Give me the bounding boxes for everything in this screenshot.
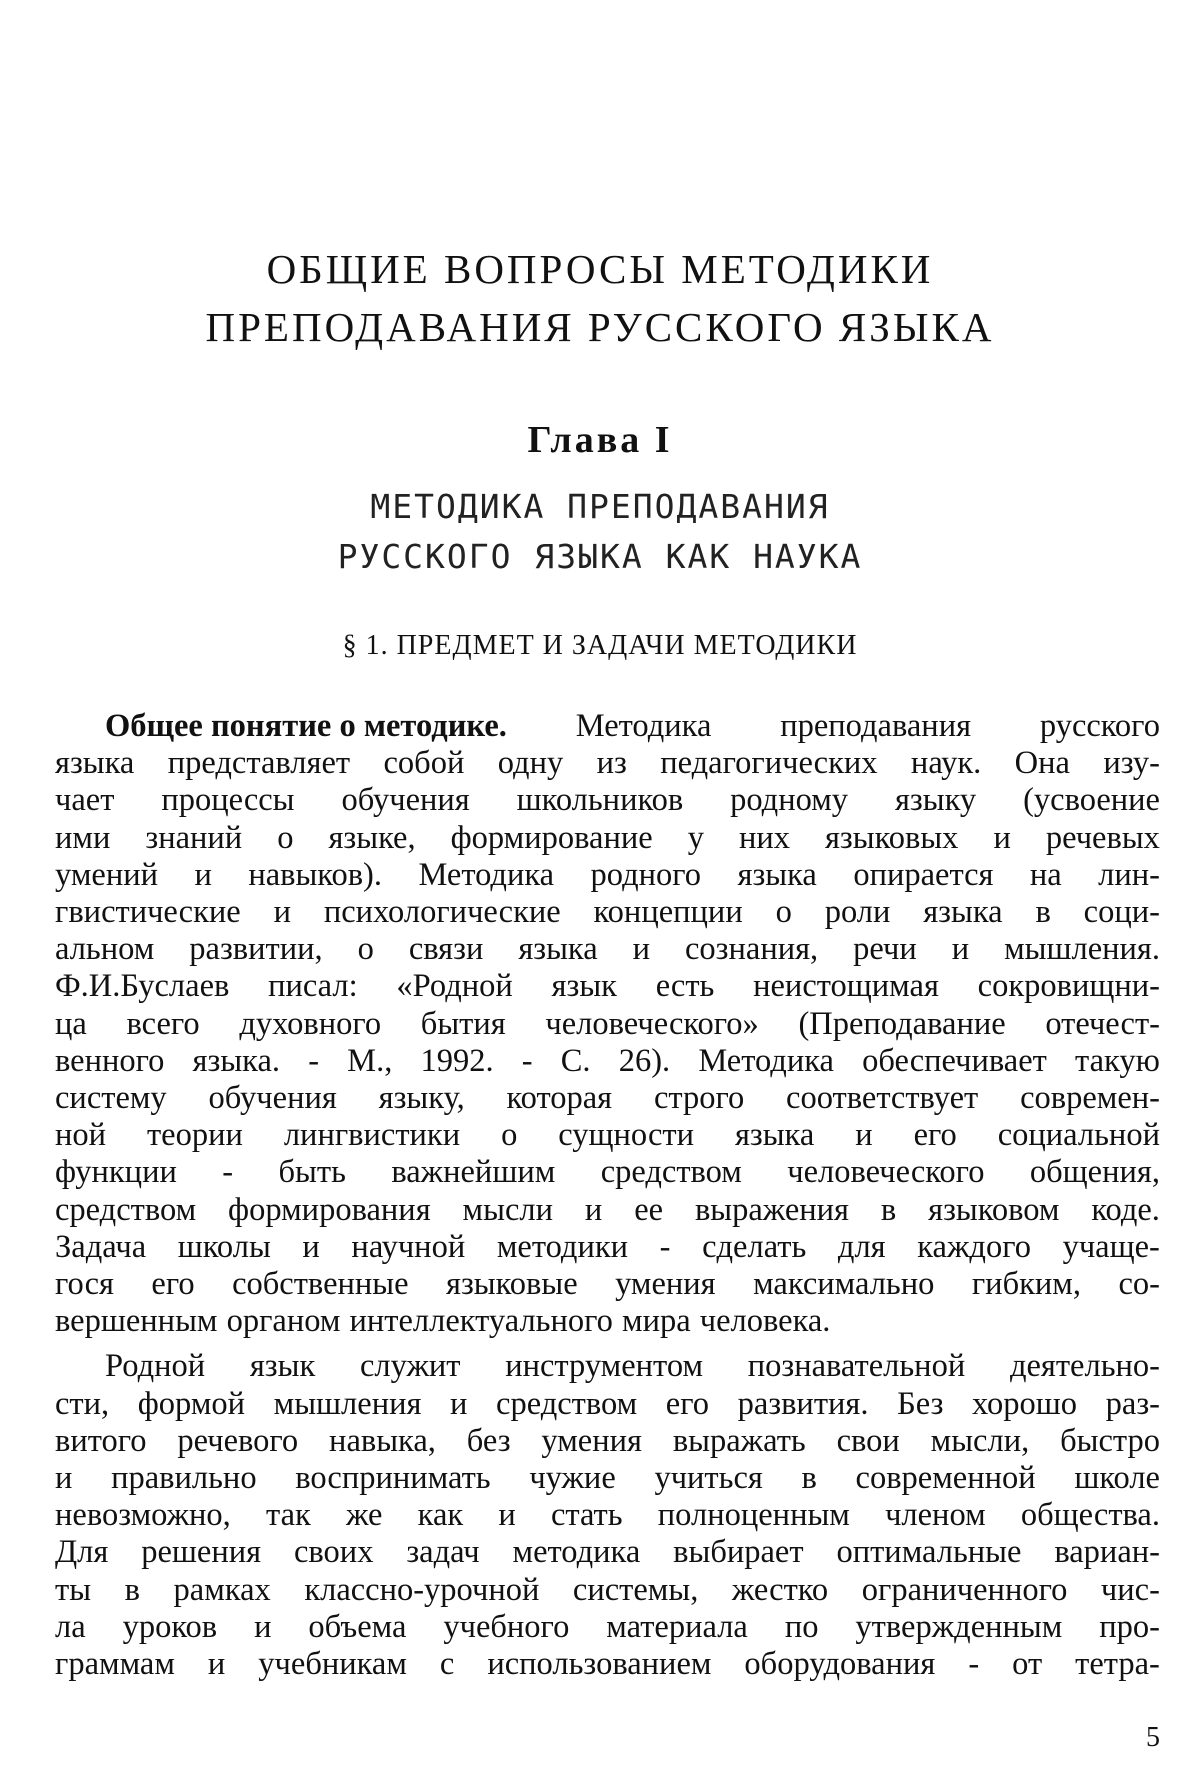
text-line: чает процессы обучения школьников родному языку (усвоение [55,782,1160,819]
text-line: средством формирования мысли и ее выражения в языковом коде. [55,1191,1160,1228]
text-line: ими знаний о языке, формирование у них языковых и речевых [55,819,1160,856]
text-line: венного языка. - М., 1992. - С. 26). Методика обеспечивает такую [55,1042,1160,1079]
text-line: Родной язык служит инструментом познавательной деятельно- [105,1348,1160,1385]
paragraph-lead: Общее понятие о методике. [105,708,507,744]
part-title-line-2: ПРЕПОДАВАНИЯ РУССКОГО ЯЗЫКА [205,304,995,350]
text-line: ла уроков и объема учебного материала по утвержденным про- [55,1608,1160,1645]
text-line: альном развитии, о связи языка и сознания, речи и мышления. [55,931,1160,968]
text-line: и правильно воспринимать чужие учиться в современной школе [55,1460,1160,1497]
chapter-title [0,482,1200,582]
body-text [55,708,1160,1683]
part-title-line-1: ОБЩИЕ ВОПРОСЫ МЕТОДИКИ [266,246,934,292]
paragraph-2 [55,1348,1160,1683]
part-title [0,240,1200,356]
chapter-title-line-2: РУССКОГО ЯЗЫКА КАК НАУКА [337,537,863,576]
text-line: вершенным органом интеллектуального мира человека. [55,1303,831,1340]
text-line: Для решения своих задач методика выбирает оптимальные вариан- [55,1534,1160,1571]
text-line: сти, формой мышления и средством его развития. Без хорошо раз- [55,1385,1160,1422]
text-line: Общее понятие о методике. Методика преподавания русского [105,708,1160,744]
chapter-label: Глава I [527,419,673,461]
text-line: Ф.И.Буслаев писал: «Родной язык есть неистощимая сокровищни- [55,968,1160,1005]
text-line: ной теории лингвистики о сущности языка и его социальной [55,1117,1160,1154]
text-line: граммам и учебникам с использованием оборудования - от тетра- [55,1646,1160,1683]
page-number: 5 [1146,1722,1160,1753]
paragraph-1 [55,708,1160,1340]
chapter-title-line-1: МЕТОДИКА ПРЕПОДАВАНИЯ [370,487,830,526]
section-heading: § 1. ПРЕДМЕТ И ЗАДАЧИ МЕТОДИКИ [342,630,858,661]
text-line: ты в рамках классно-урочной системы, жестко ограниченного чис- [55,1571,1160,1608]
text-line: гвистические и психологические концепции о роли языка в соци- [55,894,1160,931]
text-line: ца всего духовного бытия человеческого» (Преподавание отечест- [55,1005,1160,1042]
text-line: умений и навыков). Методика родного языка опирается на лин- [55,856,1160,893]
text-line: функции - быть важнейшим средством человеческого общения, [55,1154,1160,1191]
text-line: гося его собственные языковые умения максимально гибким, со- [55,1266,1160,1303]
text-line: Задача школы и научной методики - сделать для каждого учаще- [55,1228,1160,1265]
text-line: систему обучения языку, которая строго соответствует современ- [55,1080,1160,1117]
text-line: витого речевого навыка, без умения выражать свои мысли, быстро [55,1422,1160,1459]
text-line: невозможно, так же как и стать полноценным членом общества. [55,1497,1160,1534]
text-line: языка представляет собой одну из педагогических наук. Она изу- [55,745,1160,782]
